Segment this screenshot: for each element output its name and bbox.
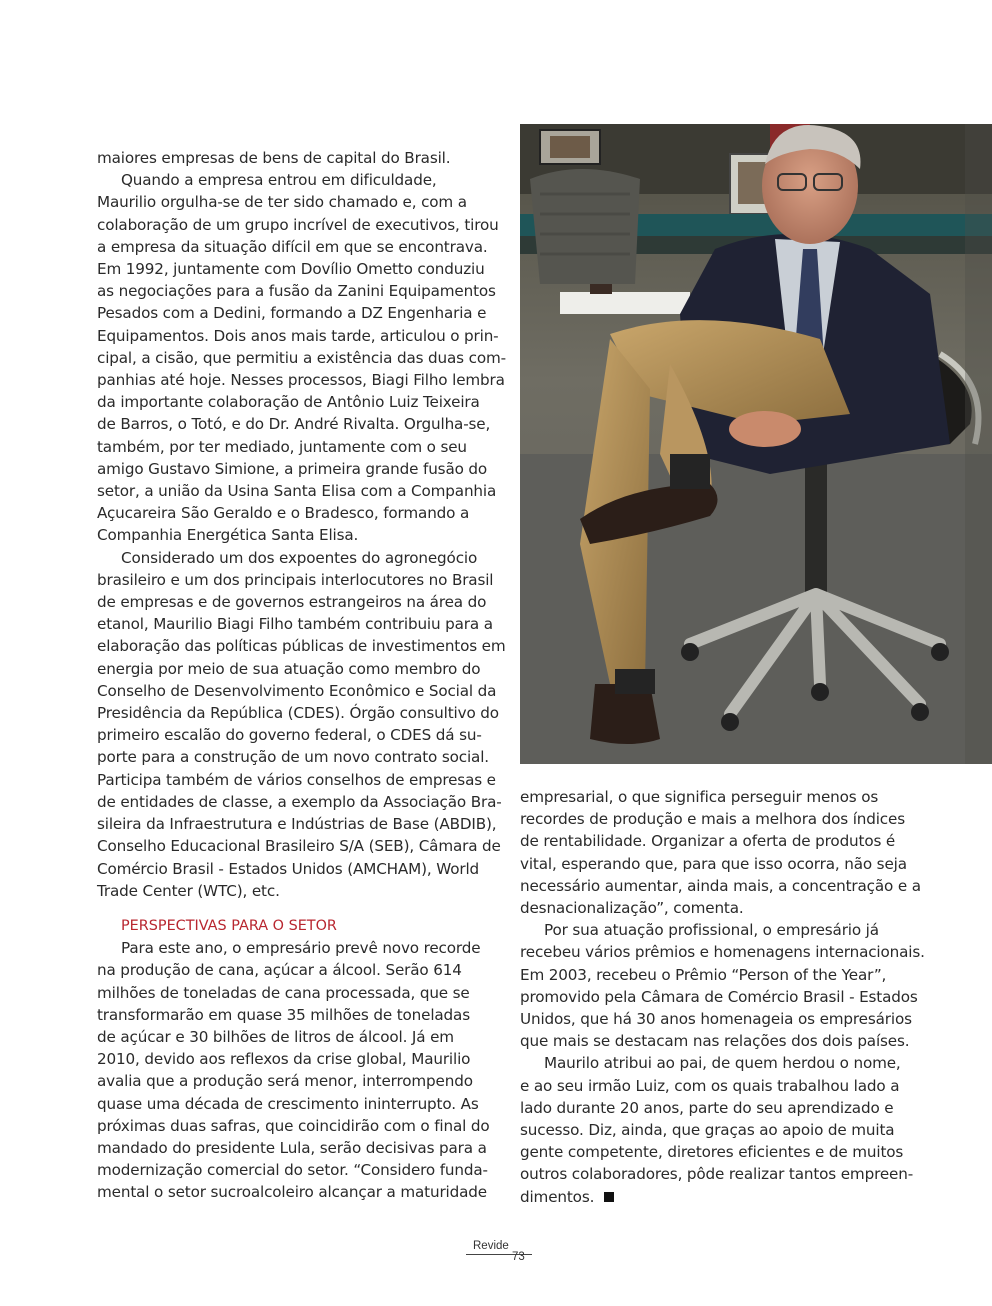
text-line <box>97 1093 479 1115</box>
text-line <box>97 169 475 191</box>
text-line <box>97 1070 475 1092</box>
text-line-content: empresarial, o que significa perseguir menos os <box>520 788 879 806</box>
text-line <box>97 1115 490 1137</box>
photo-illustration <box>520 124 992 764</box>
right-paragraphs <box>520 786 925 1208</box>
text-line <box>97 280 496 302</box>
text-line-content: Para este ano, o empresário prevê novo recorde <box>121 939 481 958</box>
text-line-content: avalia que a produção será menor, interrompendo <box>97 1072 473 1091</box>
text-line-content: primeiro escalão do governo federal, o CDES dá su- <box>97 726 482 745</box>
text-line <box>97 635 506 657</box>
text-line <box>97 1159 488 1181</box>
text-line-content: Conselho Educacional Brasileiro S/A (SEB), Câmara de <box>97 837 501 856</box>
text-line <box>97 214 499 236</box>
text-line-content: energia por meio de sua atuação como membro do <box>97 659 481 678</box>
text-line-content: Trade Center (WTC), etc. <box>97 881 280 900</box>
text-line <box>97 369 505 391</box>
text-line <box>97 613 493 635</box>
text-line <box>97 1048 475 1070</box>
page-footer <box>466 1240 534 1270</box>
text-line-content: a empresa da situação difícil em que se encontrava. <box>97 237 488 256</box>
text-line-content: Presidência da República (CDES). Órgão consultivo do <box>97 704 499 723</box>
text-line-content: dimentos. <box>520 1187 595 1206</box>
text-line-content: etanol, Maurilio Biagi Filho também contribuiu para a <box>97 615 493 634</box>
text-line-content: porte para a construção de um novo contrato social. <box>97 748 489 767</box>
end-of-article-icon <box>604 1192 614 1202</box>
text-line <box>520 1141 904 1163</box>
text-line <box>97 325 499 347</box>
text-line-content: amigo Gustavo Simione, a primeira grande fusão do <box>97 459 488 478</box>
text-line-content: também, por ter mediado, juntamente com o seu <box>97 437 467 456</box>
text-line-content: de entidades de classe, a exemplo da Associação Bra- <box>97 792 502 811</box>
left-column <box>97 147 506 1204</box>
text-line-content: desnacionalização”, comenta. <box>520 899 744 918</box>
text-line <box>97 413 491 435</box>
text-line-content: Unidos, que há 30 anos homenageia os empresários <box>520 1010 912 1029</box>
text-line-content: modernização comercial do setor. “Considero funda- <box>97 1161 488 1180</box>
left-paragraphs <box>97 147 506 902</box>
text-line <box>520 1163 914 1185</box>
text-line <box>520 986 918 1008</box>
text-line <box>97 746 489 768</box>
text-line <box>97 302 487 324</box>
text-line <box>520 941 925 963</box>
text-line-content: 2010, devido aos reflexos da crise global, Maurilio <box>97 1050 471 1069</box>
text-line <box>520 964 898 986</box>
text-line <box>97 1004 475 1026</box>
text-line-content: colaboração de um grupo incrível de executivos, tirou <box>97 215 499 234</box>
text-line-content: Pesados com a Dedini, formando a DZ Engenharia e <box>97 304 487 323</box>
text-line <box>97 524 475 546</box>
text-line <box>97 1137 487 1159</box>
text-line-content: Maurilo atribui ao pai, de quem herdou o nome, <box>544 1054 901 1073</box>
text-line-content: e ao seu irmão Luiz, com os quais trabalhou lado a <box>520 1076 900 1095</box>
text-line-content: de empresas e de governos estrangeiros na área do <box>97 593 487 612</box>
text-line-content: panhias até hoje. Nesses processos, Biagi Filho lembra <box>97 371 505 390</box>
text-line <box>97 959 475 981</box>
text-line-content: as negociações para a fusão da Zanini Equipamentos <box>97 282 496 301</box>
text-line <box>97 835 501 857</box>
text-line-content: Equipamentos. Dois anos mais tarde, articulou o prin- <box>97 326 499 345</box>
text-line <box>97 769 496 791</box>
text-line <box>97 813 497 835</box>
text-line <box>97 391 480 413</box>
text-line-content: Açucareira São Geraldo e o Bradesco, formando a <box>97 504 470 523</box>
text-line-content: Considerado um dos expoentes do agronegócio <box>121 548 478 567</box>
text-line-content: de rentabilidade. Organizar a oferta de produtos é <box>520 832 896 851</box>
text-line <box>520 1119 898 1141</box>
text-line <box>520 919 898 941</box>
text-line-content: necessário aumentar, ainda mais, a concentração e a <box>520 876 921 895</box>
text-line-content: sucesso. Diz, ainda, que graças ao apoio de muita <box>520 1121 895 1140</box>
text-line <box>97 591 487 613</box>
text-line-content: Comércio Brasil - Estados Unidos (AMCHAM), World <box>97 859 480 878</box>
text-line-content: elaboração das políticas públicas de investimentos em <box>97 637 506 656</box>
text-line-content: Conselho de Desenvolvimento Econômico e Social da <box>97 681 497 700</box>
text-line-content: promovido pela Câmara de Comércio Brasil - Estados <box>520 987 918 1006</box>
text-line-content: maiores empresas de bens de capital do Brasil. <box>97 149 451 167</box>
text-line-content: Companhia Energética Santa Elisa. <box>97 526 359 545</box>
text-line-content: mental o setor sucroalcoleiro alcançar a maturidade <box>97 1183 487 1202</box>
text-line <box>97 858 480 880</box>
text-line-content: setor, a união da Usina Santa Elisa com a Companhia <box>97 482 497 501</box>
text-line <box>97 569 494 591</box>
text-line <box>97 436 475 458</box>
text-line-content: milhões de toneladas de cana processada, que se <box>97 983 470 1002</box>
text-line <box>97 791 502 813</box>
text-line-content: de açúcar e 30 bilhões de litros de álcool. Já em <box>97 1027 454 1046</box>
text-line-content: outros colaboradores, pôde realizar tantos empreen- <box>520 1165 914 1184</box>
text-line <box>97 680 497 702</box>
text-line <box>97 502 475 524</box>
text-line <box>520 830 898 852</box>
text-line <box>520 1008 912 1030</box>
text-line-content: sileira da Infraestrutura e Indústrias de Base (ABDIB), <box>97 815 497 834</box>
text-line <box>520 1030 910 1052</box>
text-line <box>97 191 475 213</box>
text-line-content: quase uma década de crescimento ininterrupto. As <box>97 1094 479 1113</box>
text-line-content: recebeu vários prêmios e homenagens internacionais. <box>520 943 925 962</box>
text-line <box>97 658 481 680</box>
text-line-content: Em 1992, juntamente com Dovílio Ometto conduziu <box>97 260 485 279</box>
text-line <box>520 853 907 875</box>
text-line <box>520 1052 901 1074</box>
text-line <box>97 480 497 502</box>
text-line <box>97 347 506 369</box>
section-paragraphs <box>97 937 490 1203</box>
text-line <box>97 702 499 724</box>
text-line-content: recordes de produção e mais a melhora dos índices <box>520 810 905 829</box>
text-line-content: brasileiro e um dos principais interlocutores no Brasil <box>97 570 494 589</box>
right-column <box>520 786 925 1208</box>
text-line <box>97 880 475 902</box>
text-line <box>97 147 475 169</box>
text-line <box>97 1026 475 1048</box>
text-line-content: próximas duas safras, que coincidirão com o final do <box>97 1116 490 1135</box>
text-line <box>520 786 898 808</box>
text-line <box>97 937 481 959</box>
text-line-content: transformarão em quase 35 milhões de toneladas <box>97 1005 470 1024</box>
text-line-content: da importante colaboração de Antônio Luiz Teixeira <box>97 393 480 412</box>
text-line <box>97 547 478 569</box>
text-line-content: lado durante 20 anos, parte do seu aprendizado e <box>520 1098 894 1117</box>
text-line-content: gente competente, diretores eficientes e de muitos <box>520 1143 904 1162</box>
page-number: 73 <box>512 1251 525 1263</box>
text-line-content: Participa também de vários conselhos de empresas e <box>97 770 496 789</box>
text-line-content: cipal, a cisão, que permitiu a existência das duas com- <box>97 348 506 367</box>
text-line-content: Maurilio orgulha-se de ter sido chamado e, com a <box>97 193 467 212</box>
text-line-content: de Barros, o Totó, e do Dr. André Rivalta. Orgulha-se, <box>97 415 491 434</box>
text-line-content: na produção de cana, açúcar a álcool. Serão 614 <box>97 961 462 980</box>
portrait-photo <box>520 124 992 764</box>
text-line <box>97 258 485 280</box>
text-line <box>520 1075 898 1097</box>
text-line <box>97 1181 487 1203</box>
text-line <box>97 724 482 746</box>
section-heading: PERSPECTIVAS PARA O SETOR <box>121 917 337 934</box>
text-line-content: vital, esperando que, para que isso ocorra, não seja <box>520 854 907 873</box>
text-line <box>520 808 905 830</box>
text-line-content: Em 2003, recebeu o Prêmio “Person of the Year”, <box>520 965 887 984</box>
text-line <box>520 897 898 919</box>
text-line <box>520 875 921 897</box>
text-line <box>97 458 488 480</box>
text-line <box>520 1186 898 1208</box>
magazine-name: Revide <box>473 1240 509 1252</box>
text-line <box>97 236 488 258</box>
text-line <box>520 1097 898 1119</box>
text-line-content: Por sua atuação profissional, o empresário já <box>544 921 879 940</box>
text-line-content: mandado do presidente Lula, serão decisivas para a <box>97 1138 487 1157</box>
text-line-content: que mais se destacam nas relações dos dois países. <box>520 1032 910 1051</box>
text-line <box>97 982 475 1004</box>
text-line-content: Quando a empresa entrou em dificuldade, <box>121 171 437 190</box>
